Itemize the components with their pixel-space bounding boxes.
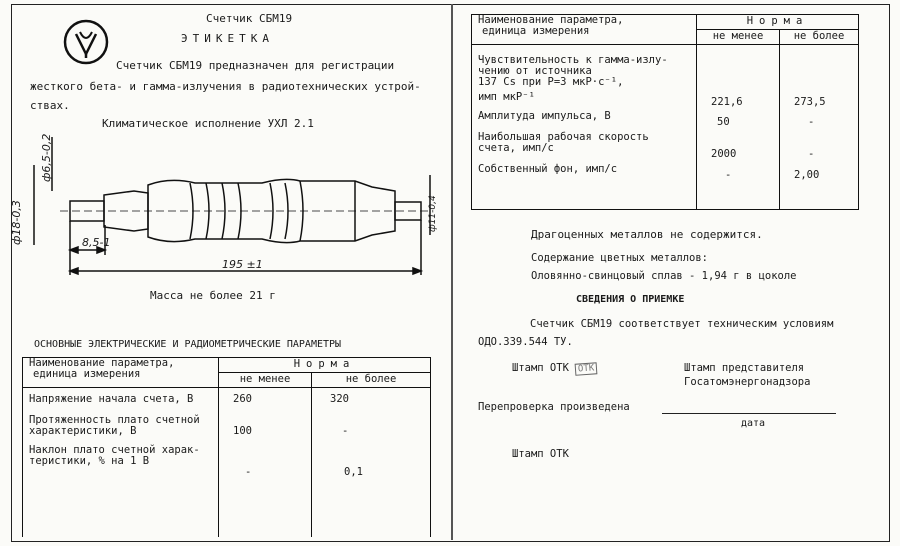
param-name: Собственный фон, имп/с [478,163,618,175]
param-max: - [342,425,349,437]
main-params-title: ОСНОВНЫЕ ЭЛЕКТРИЧЕСКИЕ И РАДИОМЕТРИЧЕСКИЕ ПАРАМЕТРЫ [34,339,342,350]
param-name: имп мкР⁻¹ [478,91,535,103]
manufacturer-logo-icon [62,18,110,66]
param-name: теристики, % на 1 В [29,455,150,467]
param-max: 0,1 [344,466,363,478]
r-col-header-norm: Норма [697,15,859,30]
col-header-param-line2: единица измерения [33,368,141,380]
climate-line: Климатическое исполнение УХЛ 2.1 [102,117,314,130]
param-max: 2,00 [794,169,820,181]
param-name: характеристики, В [29,425,137,437]
r-col-header-param-line1: Наименование параметра, [478,14,624,26]
sensitivity-table [471,14,859,210]
table-row-param [23,388,219,538]
col-header-param [23,358,219,388]
r-table-params [472,45,697,210]
stamp-otk-label: Штамп ОТК [512,362,569,374]
acceptance-text-1: Счетчик СБМ19 соответствует техническим условиям [530,318,834,330]
dim-diameter-11: ф11-0,4 [428,195,438,232]
r-table-col-max [780,45,859,210]
param-name: Наклон плато счетной харак- [29,444,200,456]
param-max: 320 [330,393,349,405]
param-min: 2000 [711,148,737,160]
param-name: счета, имп/с [478,142,554,154]
col-header-min: не менее [219,373,312,388]
param-name: Чувствительность к гамма-излу- [478,54,668,66]
date-caption: дата [741,418,766,429]
rep-stamp-line-1: Штамп представителя [684,362,805,374]
param-name: Протяженность плато счетной [29,414,200,426]
mass-line: Масса не более 21 г [150,289,276,302]
param-min: - [725,169,732,181]
date-underline [662,413,836,414]
param-min: 260 [233,393,252,405]
param-min: 221,6 [711,96,743,108]
col-header-norm: Норма [219,358,431,373]
col-header-max: не более [312,373,431,388]
center-fold [451,4,453,540]
nonferrous-line: Содержание цветных металлов: [531,252,709,264]
col-header-param-line1: Наименование параметра, [29,357,175,369]
param-max: 273,5 [794,96,826,108]
param-name: Напряжение начала счета, В [29,393,194,405]
acceptance-text-2: ОДО.339.544 ТУ. [478,336,573,348]
param-max: - [808,148,815,160]
stamp-otk-1 [512,362,598,375]
dim-length-195: 195 ±1 [222,258,263,271]
acceptance-title: СВЕДЕНИЯ О ПРИЕМКЕ [576,294,685,305]
label-title: ЭТИКЕТКА [181,32,274,45]
param-name: Амплитуда импульса, В [478,110,611,122]
tin-lead-line: Оловянно-свинцовый сплав - 1,94 г в цоколе [531,270,797,282]
purpose-line-1: Счетчик СБМ19 предназначен для регистрации [116,59,395,72]
r-col-header-param [472,15,697,45]
param-name: чению от источника [478,65,592,77]
r-table-col-min [697,45,780,210]
recheck-line: Перепроверка произведена [478,401,630,413]
param-min: 50 [717,116,730,128]
rep-stamp-line-2: Госатомэнергонадзора [684,376,811,388]
table-col-min [219,388,312,538]
purpose-line-3: ствах. [30,99,70,112]
r-col-header-min: не менее [697,30,780,45]
dim-diameter-18: ф18-0,3 [10,200,23,245]
param-name: Наибольшая рабочая скорость [478,131,649,143]
stamp-otk-2: Штамп ОТК [512,448,569,460]
table-col-max [312,388,431,538]
param-name: 137 Cs при P=3 мкР·с⁻¹, [478,76,624,88]
param-min: 100 [233,425,252,437]
r-col-header-max: не более [780,30,859,45]
dim-diameter-6-5: ф6,5-0,2 [40,133,53,182]
purpose-line-2: жесткого бета- и гамма-излучения в радиотехнических устрой- [30,80,421,93]
r-col-header-param-line2: единица измерения [482,25,590,37]
dim-length-85: 8,5-1 [82,236,111,249]
param-max: - [808,116,815,128]
header-counter: Счетчик СБМ19 [206,12,293,25]
otk-stamp-mark: ОТК [575,362,598,376]
precious-metals-line: Драгоценных металлов не содержится. [531,228,763,241]
main-params-table [22,357,431,537]
param-min: - [245,466,252,478]
